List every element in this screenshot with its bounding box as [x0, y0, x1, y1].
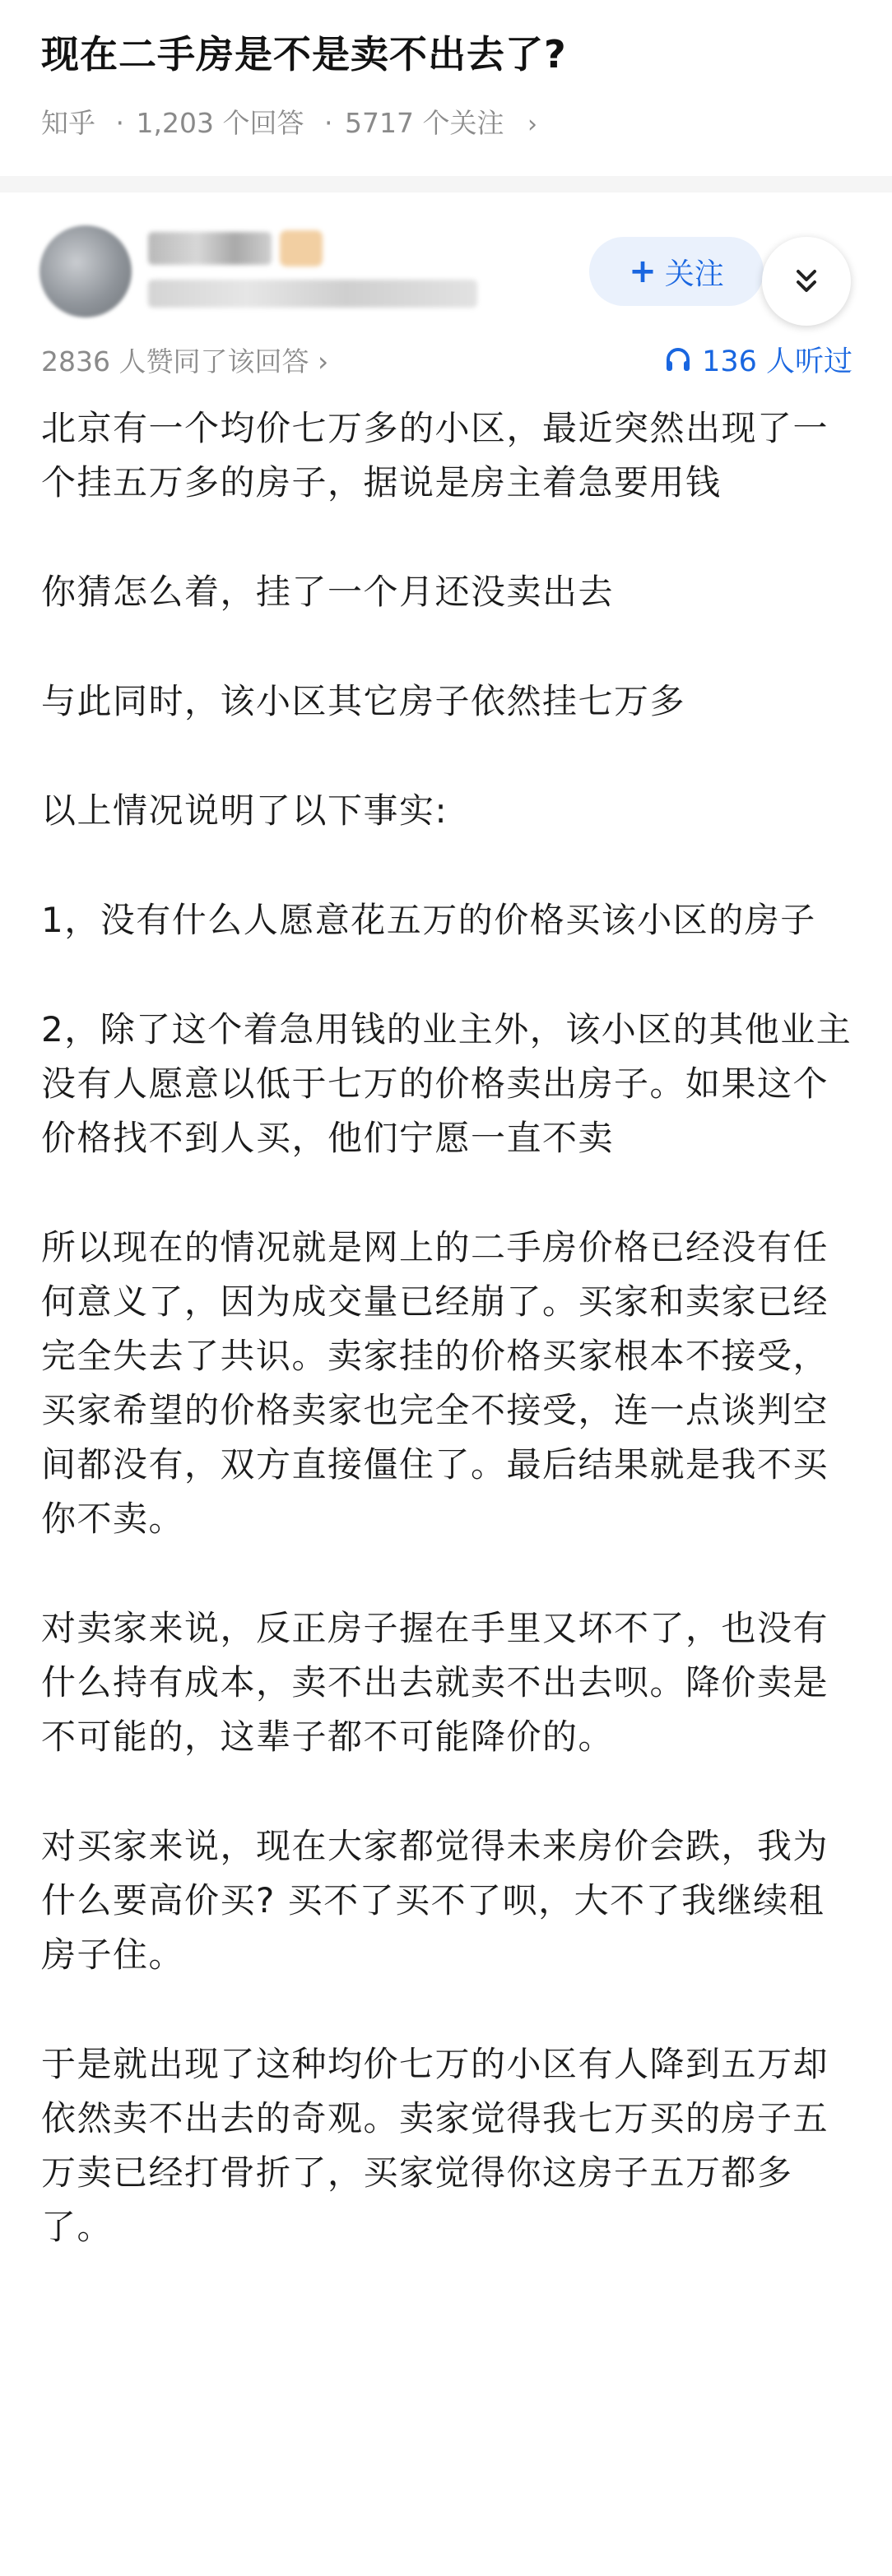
- answer-paragraph: 所以现在的情况就是网上的二手房价格已经没有任何意义了，因为成交量已经崩了。买家和卖家已经完全失去了共识。卖家挂的价格买家根本不接受，买家希望的价格卖家也完全不接受，连一点谈判空间都没有，双方直接僵住了。最后结果就是我不买你不卖。: [41, 1227, 829, 1539]
- source-label: 知乎: [41, 107, 95, 139]
- author-bio-blurred: [148, 280, 477, 308]
- answer-paragraph: 对买家来说，现在大家都觉得未来房价会跌，我为什么要高价买? 买不了买不了呗，大不了我继续租房子住。: [41, 1826, 829, 1975]
- chevron-right-icon: ›: [527, 110, 537, 139]
- answer-paragraph: 对卖家来说，反正房子握在手里又坏不了，也没有什么持有成本，卖不出去就卖不出去呗。降价卖是不可能的，这辈子都不可能降价的。: [41, 1608, 829, 1757]
- follow-label: 关注: [664, 257, 724, 291]
- listen-count[interactable]: [664, 339, 853, 380]
- listen-count-label: 136 人听过: [702, 345, 853, 378]
- answer-paragraph: 1，没有什么人愿意花五万的价格买该小区的房子: [41, 900, 816, 940]
- answer-paragraph: 2，除了这个着急用钱的业主外，该小区的其他业主没有人愿意以低于七万的价格卖出房子。如果这个价格找不到人买，他们宁愿一直不卖: [41, 1009, 853, 1158]
- double-chevron-down-icon: [790, 265, 823, 298]
- upvote-count[interactable]: 2836 人赞同了该回答 ›: [41, 345, 329, 378]
- answer-paragraph: 以上情况说明了以下事实:: [41, 790, 448, 831]
- follower-count: 5717 个关注: [344, 107, 504, 139]
- author-name-blurred[interactable]: [148, 232, 272, 265]
- author-badge-blurred: [280, 230, 323, 266]
- meta-separator: ·: [323, 107, 333, 139]
- answer-paragraph: 北京有一个均价七万多的小区，最近突然出现了一个挂五万多的房子，据说是房主着急要用钱: [41, 408, 829, 503]
- question-meta[interactable]: [41, 102, 541, 141]
- avatar[interactable]: [39, 225, 132, 317]
- answer-paragraph: 与此同时，该小区其它房子依然挂七万多: [41, 681, 686, 721]
- follow-button[interactable]: [589, 237, 764, 306]
- question-title[interactable]: 现在二手房是不是卖不出去了?: [41, 32, 567, 76]
- section-divider: [0, 176, 892, 192]
- answer-count: 1,203 个回答: [136, 107, 304, 139]
- author-block: [0, 192, 892, 324]
- headphones-icon: [664, 345, 692, 373]
- answer-paragraph: 你猜怎么着，挂了一个月还没卖出去: [41, 572, 615, 612]
- answer-body: [41, 401, 854, 2310]
- answer-paragraph: 于是就出现了这种均价七万的小区有人降到五万却依然卖不出去的奇观。卖家觉得我七万买的房子五万卖已经打骨折了，买家觉得你这房子五万都多了。: [41, 2044, 829, 2247]
- question-header: [0, 0, 892, 176]
- plus-icon: +: [629, 253, 657, 290]
- stats-row: [0, 332, 892, 382]
- meta-separator: ·: [115, 107, 124, 139]
- expand-button[interactable]: [762, 237, 851, 326]
